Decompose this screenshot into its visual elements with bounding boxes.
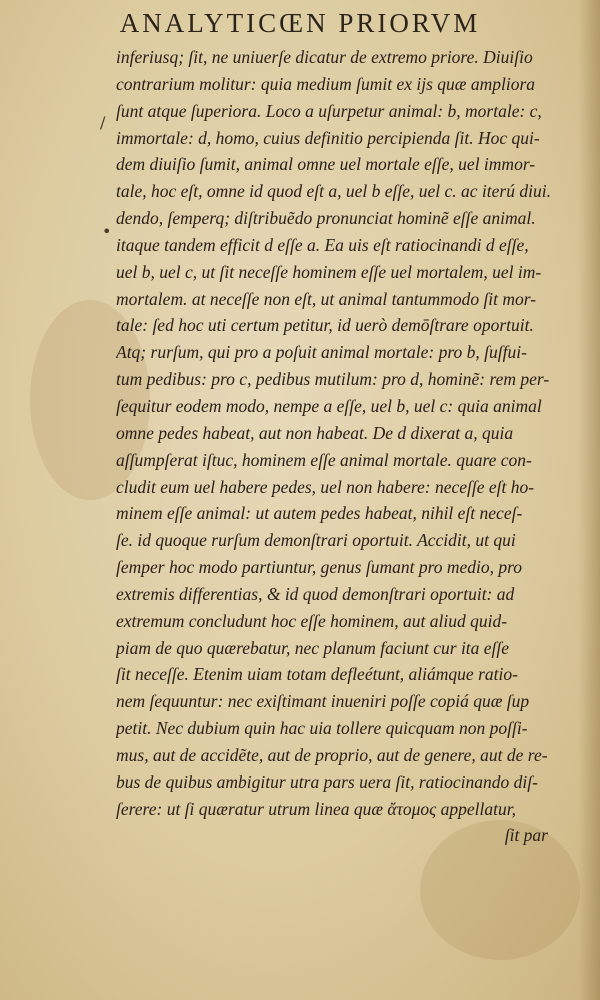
text-line: piam de quo quærebatur, nec planum faciunt cur ita eſſe <box>116 637 510 658</box>
text-line: ſit neceſſe. Etenim uiam totam defleétunt, aliámque ratio- <box>116 664 518 685</box>
text-line: nem ſequuntur: nec exiſtimant inueniri poſſe copiá quæ ſup <box>116 691 530 712</box>
running-head: ANALYTICŒN PRIORVM <box>119 8 481 38</box>
text-line: minem eſſe animal: ut autem pedes habeat, nihil eſt neceſ- <box>116 503 523 524</box>
text-line: extremum concludunt hoc eſſe hominem, aut aliud quid- <box>116 610 508 631</box>
text-line: ſemper hoc modo partiuntur, genus ſumant pro medio, pro <box>116 557 523 578</box>
text-line: cludit eum uel habere pedes, uel non habere: neceſſe eſt ho- <box>116 476 535 497</box>
text-line: aſſumpſerat iſtuc, hominem eſſe animal mortale. quare con- <box>116 449 532 470</box>
text-line: uel b, uel c, ut ſit neceſſe hominem eſſe uel mortalem, uel im- <box>116 261 542 282</box>
catchword-line: ſit par <box>504 825 548 846</box>
margin-mark: • <box>102 222 112 241</box>
text-line: tale, hoc eſt, omne id quod eſt a, uel b eſſe, uel c. ac iterú diui. <box>116 181 551 202</box>
text-line: dem diuiſio ſumit, animal omne uel mortale eſſe, uel immor- <box>116 154 536 175</box>
text-line: tale: ſed hoc uti certum petitur, id uerò demōſtrare oportuit. <box>116 315 534 336</box>
text-line: mus, aut de accidẽte, aut de proprio, aut de genere, aut de re- <box>116 744 548 765</box>
text-line: dendo, ſemperq; diſtribuẽdo pronunciat hominẽ eſſe animal. <box>116 208 536 229</box>
text-line: ſe. id quoque rurſum demonſtrari oportuit. Accidit, ut qui <box>116 530 516 551</box>
text-line: omne pedes habeat, aut non habeat. De d dixerat a, quia <box>116 422 514 443</box>
body-text <box>116 44 578 849</box>
text-line: inferiusq; ſit, ne uniuerſe dicatur de extremo priore. Diuiſio <box>116 47 533 67</box>
text-line: extremis differentias, & id quod demonſtrari oportuit: ad <box>116 583 515 604</box>
text-line: immortale: d, homo, cuius definitio percipienda ſit. Hoc qui- <box>116 127 540 148</box>
text-line: contrarium molitur: quia medium ſumit ex ijs quæ ampliora <box>116 73 536 94</box>
text-line: ſunt atque ſuperiora. Loco a uſurpetur animal: b, mortale: c, <box>116 100 542 121</box>
text-line: itaque tandem efficit d eſſe a. Ea uis eſt ratiocinandi d eſſe, <box>116 234 529 255</box>
text-line: tum pedibus: pro c, pedibus mutilum: pro d, hominẽ: rem per- <box>116 369 550 390</box>
text-line: mortalem. at neceſſe non eſt, ut animal tantummodo ſit mor- <box>116 288 537 309</box>
text-line: ſerere: ut ſi quæratur utrum linea quæ ἄτομος appellatur, <box>116 798 516 819</box>
text-line: bus de quibus ambigitur utra pars uera ſit, ratiocinando diſ- <box>116 771 538 792</box>
text-line: Atq; rurſum, qui pro a poſuit animal mortale: pro b, ſuſfui- <box>116 342 527 363</box>
margin-mark: / <box>100 113 106 132</box>
page-edge-shadow <box>578 0 600 1000</box>
text-line: petit. Nec dubium quin hac uia tollere quicquam non poſſi- <box>116 718 528 739</box>
text-line: ſequitur eodem modo, nempe a eſſe, uel b, uel c: quia animal <box>116 395 542 416</box>
